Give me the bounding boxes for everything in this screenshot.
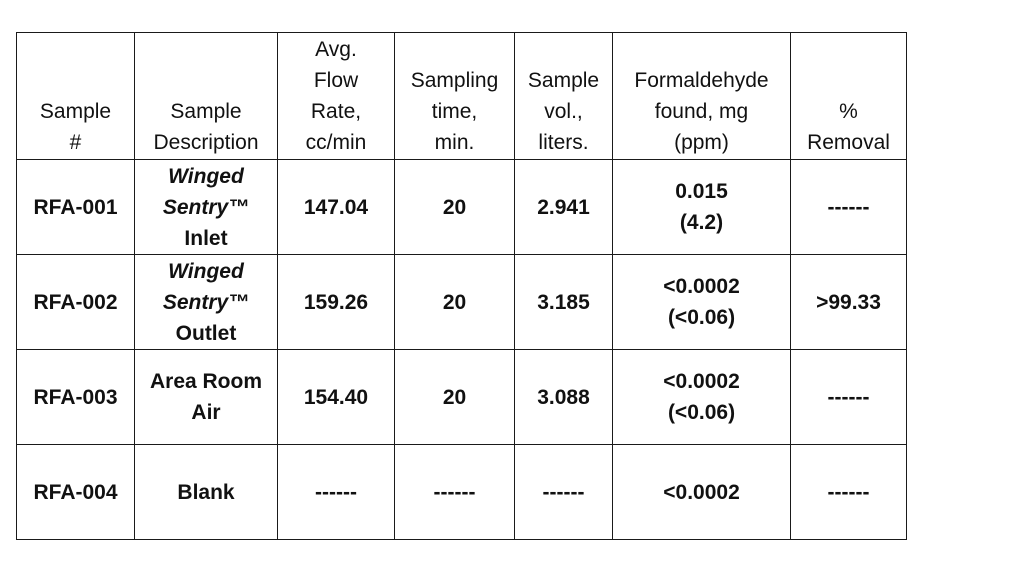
header-sample-description [135, 33, 278, 160]
formaldehyde-line: <0.0002 [663, 275, 740, 298]
formaldehyde-cell [613, 350, 791, 445]
formaldehyde-line: (4.2) [679, 211, 724, 234]
header-sample-volume-line: liters. [538, 131, 589, 154]
header-sample-description-line: Description [153, 131, 259, 154]
header-sample-volume [515, 33, 613, 160]
table-body [17, 160, 907, 540]
sample-description-cell [135, 350, 278, 445]
table-row [17, 160, 907, 255]
formaldehyde-line: 0.015 [675, 180, 728, 203]
header-sampling-time-line: Sampling [410, 69, 499, 92]
sample-id-cell: RFA-003 [17, 350, 135, 445]
header-percent-removal-line: % [839, 100, 858, 123]
header-formaldehyde-found-line: Formaldehyde [634, 69, 769, 92]
header-sample-number [17, 33, 135, 160]
sample-id-cell: RFA-004 [17, 445, 135, 540]
formaldehyde-line: <0.0002 [663, 370, 740, 393]
header-sample-number-line: # [69, 131, 82, 154]
sample-description-cell [135, 255, 278, 350]
flow-rate-cell: 147.04 [278, 160, 395, 255]
header-sample-volume-line: vol., [544, 100, 583, 123]
sampling-time-cell: 20 [395, 350, 515, 445]
description-line: Air [191, 401, 221, 424]
sample-volume-cell: 3.088 [515, 350, 613, 445]
header-sample-volume-line: Sample [527, 69, 600, 92]
header-sampling-time [395, 33, 515, 160]
description-italic-line: Winged [168, 259, 244, 283]
formaldehyde-line: (<0.06) [667, 401, 736, 424]
sample-volume-cell: ------ [515, 445, 613, 540]
percent-removal-cell: ------ [791, 445, 907, 540]
formaldehyde-cell [613, 160, 791, 255]
description-line: Area Room [149, 370, 263, 393]
description-line: Inlet [184, 226, 228, 250]
header-avg-flow-rate-line: Rate, [310, 100, 362, 123]
sampling-time-cell: 20 [395, 160, 515, 255]
flow-rate-cell: ------ [278, 445, 395, 540]
header-percent-removal-line: Removal [807, 131, 890, 154]
header-sampling-time-line: min. [434, 131, 475, 154]
header-formaldehyde-found [613, 33, 791, 160]
sample-id-cell: RFA-001 [17, 160, 135, 255]
header-sampling-time-line: time, [431, 100, 478, 123]
sample-description-cell [135, 445, 278, 540]
formaldehyde-cell [613, 255, 791, 350]
formaldehyde-line: <0.0002 [663, 480, 740, 504]
sample-volume-cell: 2.941 [515, 160, 613, 255]
formaldehyde-results-table [16, 32, 907, 540]
table-row [17, 445, 907, 540]
description-italic-line: Sentry™ [162, 195, 250, 219]
header-avg-flow-rate-line: Flow [313, 69, 359, 92]
percent-removal-cell: ------ [791, 350, 907, 445]
header-sample-description-line: Sample [170, 100, 242, 123]
flow-rate-cell: 154.40 [278, 350, 395, 445]
sample-volume-cell: 3.185 [515, 255, 613, 350]
header-formaldehyde-found-line: (ppm) [674, 131, 729, 154]
header-formaldehyde-found-line: found, mg [654, 100, 749, 123]
table-header [17, 33, 907, 160]
formaldehyde-line: (<0.06) [667, 306, 736, 329]
percent-removal-cell: >99.33 [791, 255, 907, 350]
sampling-time-cell: 20 [395, 255, 515, 350]
description-italic-line: Sentry™ [162, 290, 250, 314]
description-line: Blank [177, 480, 235, 504]
sample-description-cell [135, 160, 278, 255]
flow-rate-cell: 159.26 [278, 255, 395, 350]
description-line: Outlet [175, 321, 237, 345]
table-row [17, 255, 907, 350]
header-avg-flow-rate-line: cc/min [305, 131, 367, 154]
header-sample-number-line: Sample [39, 100, 112, 123]
header-avg-flow-rate-line: Avg. [315, 38, 357, 61]
description-italic-line: Winged [168, 164, 244, 188]
table-row [17, 350, 907, 445]
formaldehyde-cell [613, 445, 791, 540]
header-row [17, 33, 907, 160]
sample-id-cell: RFA-002 [17, 255, 135, 350]
header-percent-removal [791, 33, 907, 160]
percent-removal-cell: ------ [791, 160, 907, 255]
sampling-time-cell: ------ [395, 445, 515, 540]
header-avg-flow-rate [278, 33, 395, 160]
